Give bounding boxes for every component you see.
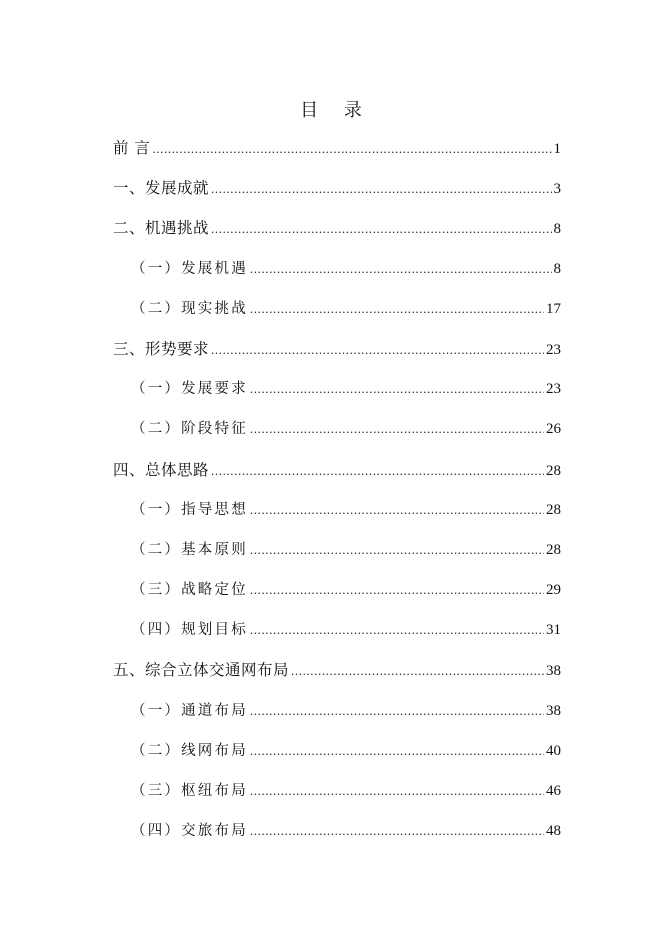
toc-dot-leader bbox=[250, 369, 544, 409]
toc-entry[interactable] bbox=[113, 168, 561, 208]
toc-entry[interactable] bbox=[113, 369, 561, 409]
toc-entry-page-number: 40 bbox=[546, 742, 561, 759]
toc-entry-label: （一）发展要求 bbox=[131, 381, 248, 398]
toc-entry[interactable] bbox=[113, 731, 561, 771]
toc-dot-leader bbox=[250, 610, 544, 650]
toc-entry-label: （二）基本原则 bbox=[131, 541, 248, 558]
toc-entry-page-number: 26 bbox=[546, 421, 561, 438]
toc-entry-label: （三）枢纽布局 bbox=[131, 783, 248, 799]
toc-entry-label: （二）线网布局 bbox=[131, 742, 248, 759]
toc-entry-label: 三、形势要求 bbox=[113, 339, 210, 358]
toc-entry[interactable] bbox=[113, 208, 561, 248]
toc-entry-page-number: 48 bbox=[546, 823, 561, 840]
toc-entry-page-number: 31 bbox=[546, 622, 561, 639]
toc-dot-leader bbox=[250, 691, 544, 731]
toc-entry-page-number: 23 bbox=[546, 341, 561, 358]
toc-dot-leader bbox=[250, 289, 544, 329]
toc-entry[interactable] bbox=[113, 530, 561, 570]
toc-entry-page-number: 8 bbox=[553, 260, 561, 277]
toc-entry-label: 前 言 bbox=[113, 139, 151, 157]
toc-entry-page-number: 1 bbox=[553, 141, 561, 157]
toc-entry-label: 四、总体思路 bbox=[113, 460, 210, 479]
toc-entry-label: 五、综合立体交通网布局 bbox=[113, 661, 290, 680]
toc-entry[interactable] bbox=[113, 490, 561, 530]
toc-dot-leader bbox=[291, 651, 544, 691]
toc-dot-leader bbox=[211, 209, 551, 249]
toc-dot-leader bbox=[211, 451, 544, 491]
toc-entry[interactable] bbox=[113, 691, 561, 731]
toc-entry-page-number: 38 bbox=[546, 663, 561, 680]
toc-entry[interactable] bbox=[113, 249, 561, 289]
toc-entry-label: 一、发展成就 bbox=[113, 179, 210, 198]
toc-entry-label: （一）指导思想 bbox=[131, 501, 248, 518]
toc-entry-page-number: 23 bbox=[546, 381, 561, 398]
toc-dot-leader bbox=[250, 811, 544, 851]
toc-dot-leader bbox=[250, 409, 544, 449]
toc-dot-leader bbox=[152, 129, 551, 169]
toc-dot-leader bbox=[250, 490, 544, 530]
toc-dot-leader bbox=[250, 771, 544, 811]
toc-entry-page-number: 29 bbox=[546, 582, 561, 599]
toc-dot-leader bbox=[250, 731, 544, 771]
toc-entry[interactable] bbox=[113, 650, 561, 690]
toc-entry-label: （一）通道布局 bbox=[131, 702, 248, 719]
toc-entry[interactable] bbox=[113, 570, 561, 610]
toc-entry-label: 二、机遇挑战 bbox=[113, 219, 210, 238]
toc-entry-page-number: 8 bbox=[553, 221, 561, 238]
toc-dot-leader bbox=[211, 169, 551, 209]
page-title: 目 录 bbox=[300, 100, 372, 121]
toc-entry[interactable] bbox=[113, 329, 561, 369]
toc-entry-page-number: 3 bbox=[553, 181, 561, 198]
toc-entry[interactable] bbox=[113, 771, 561, 811]
table-of-contents bbox=[113, 128, 561, 851]
toc-dot-leader bbox=[211, 330, 544, 370]
toc-entry-page-number: 17 bbox=[546, 300, 561, 317]
toc-entry[interactable] bbox=[113, 450, 561, 490]
toc-entry[interactable] bbox=[113, 409, 561, 449]
toc-entry[interactable] bbox=[113, 811, 561, 851]
toc-entry-page-number: 28 bbox=[546, 501, 561, 518]
toc-dot-leader bbox=[250, 530, 544, 570]
toc-entry-page-number: 46 bbox=[546, 783, 561, 799]
toc-entry-page-number: 28 bbox=[546, 462, 561, 479]
toc-entry[interactable] bbox=[113, 128, 561, 168]
toc-entry[interactable] bbox=[113, 610, 561, 650]
toc-entry-label: （一）发展机遇 bbox=[131, 260, 248, 277]
toc-entry-label: （四）交旅布局 bbox=[131, 823, 248, 840]
toc-entry[interactable] bbox=[113, 289, 561, 329]
toc-dot-leader bbox=[250, 570, 544, 610]
toc-dot-leader bbox=[250, 249, 552, 289]
toc-entry-page-number: 28 bbox=[546, 541, 561, 558]
toc-entry-label: （二）现实挑战 bbox=[131, 300, 248, 317]
toc-entry-label: （四）规划目标 bbox=[131, 622, 248, 639]
toc-entry-label: （二）阶段特征 bbox=[131, 421, 248, 438]
toc-entry-label: （三）战略定位 bbox=[131, 582, 248, 599]
toc-entry-page-number: 38 bbox=[546, 702, 561, 719]
